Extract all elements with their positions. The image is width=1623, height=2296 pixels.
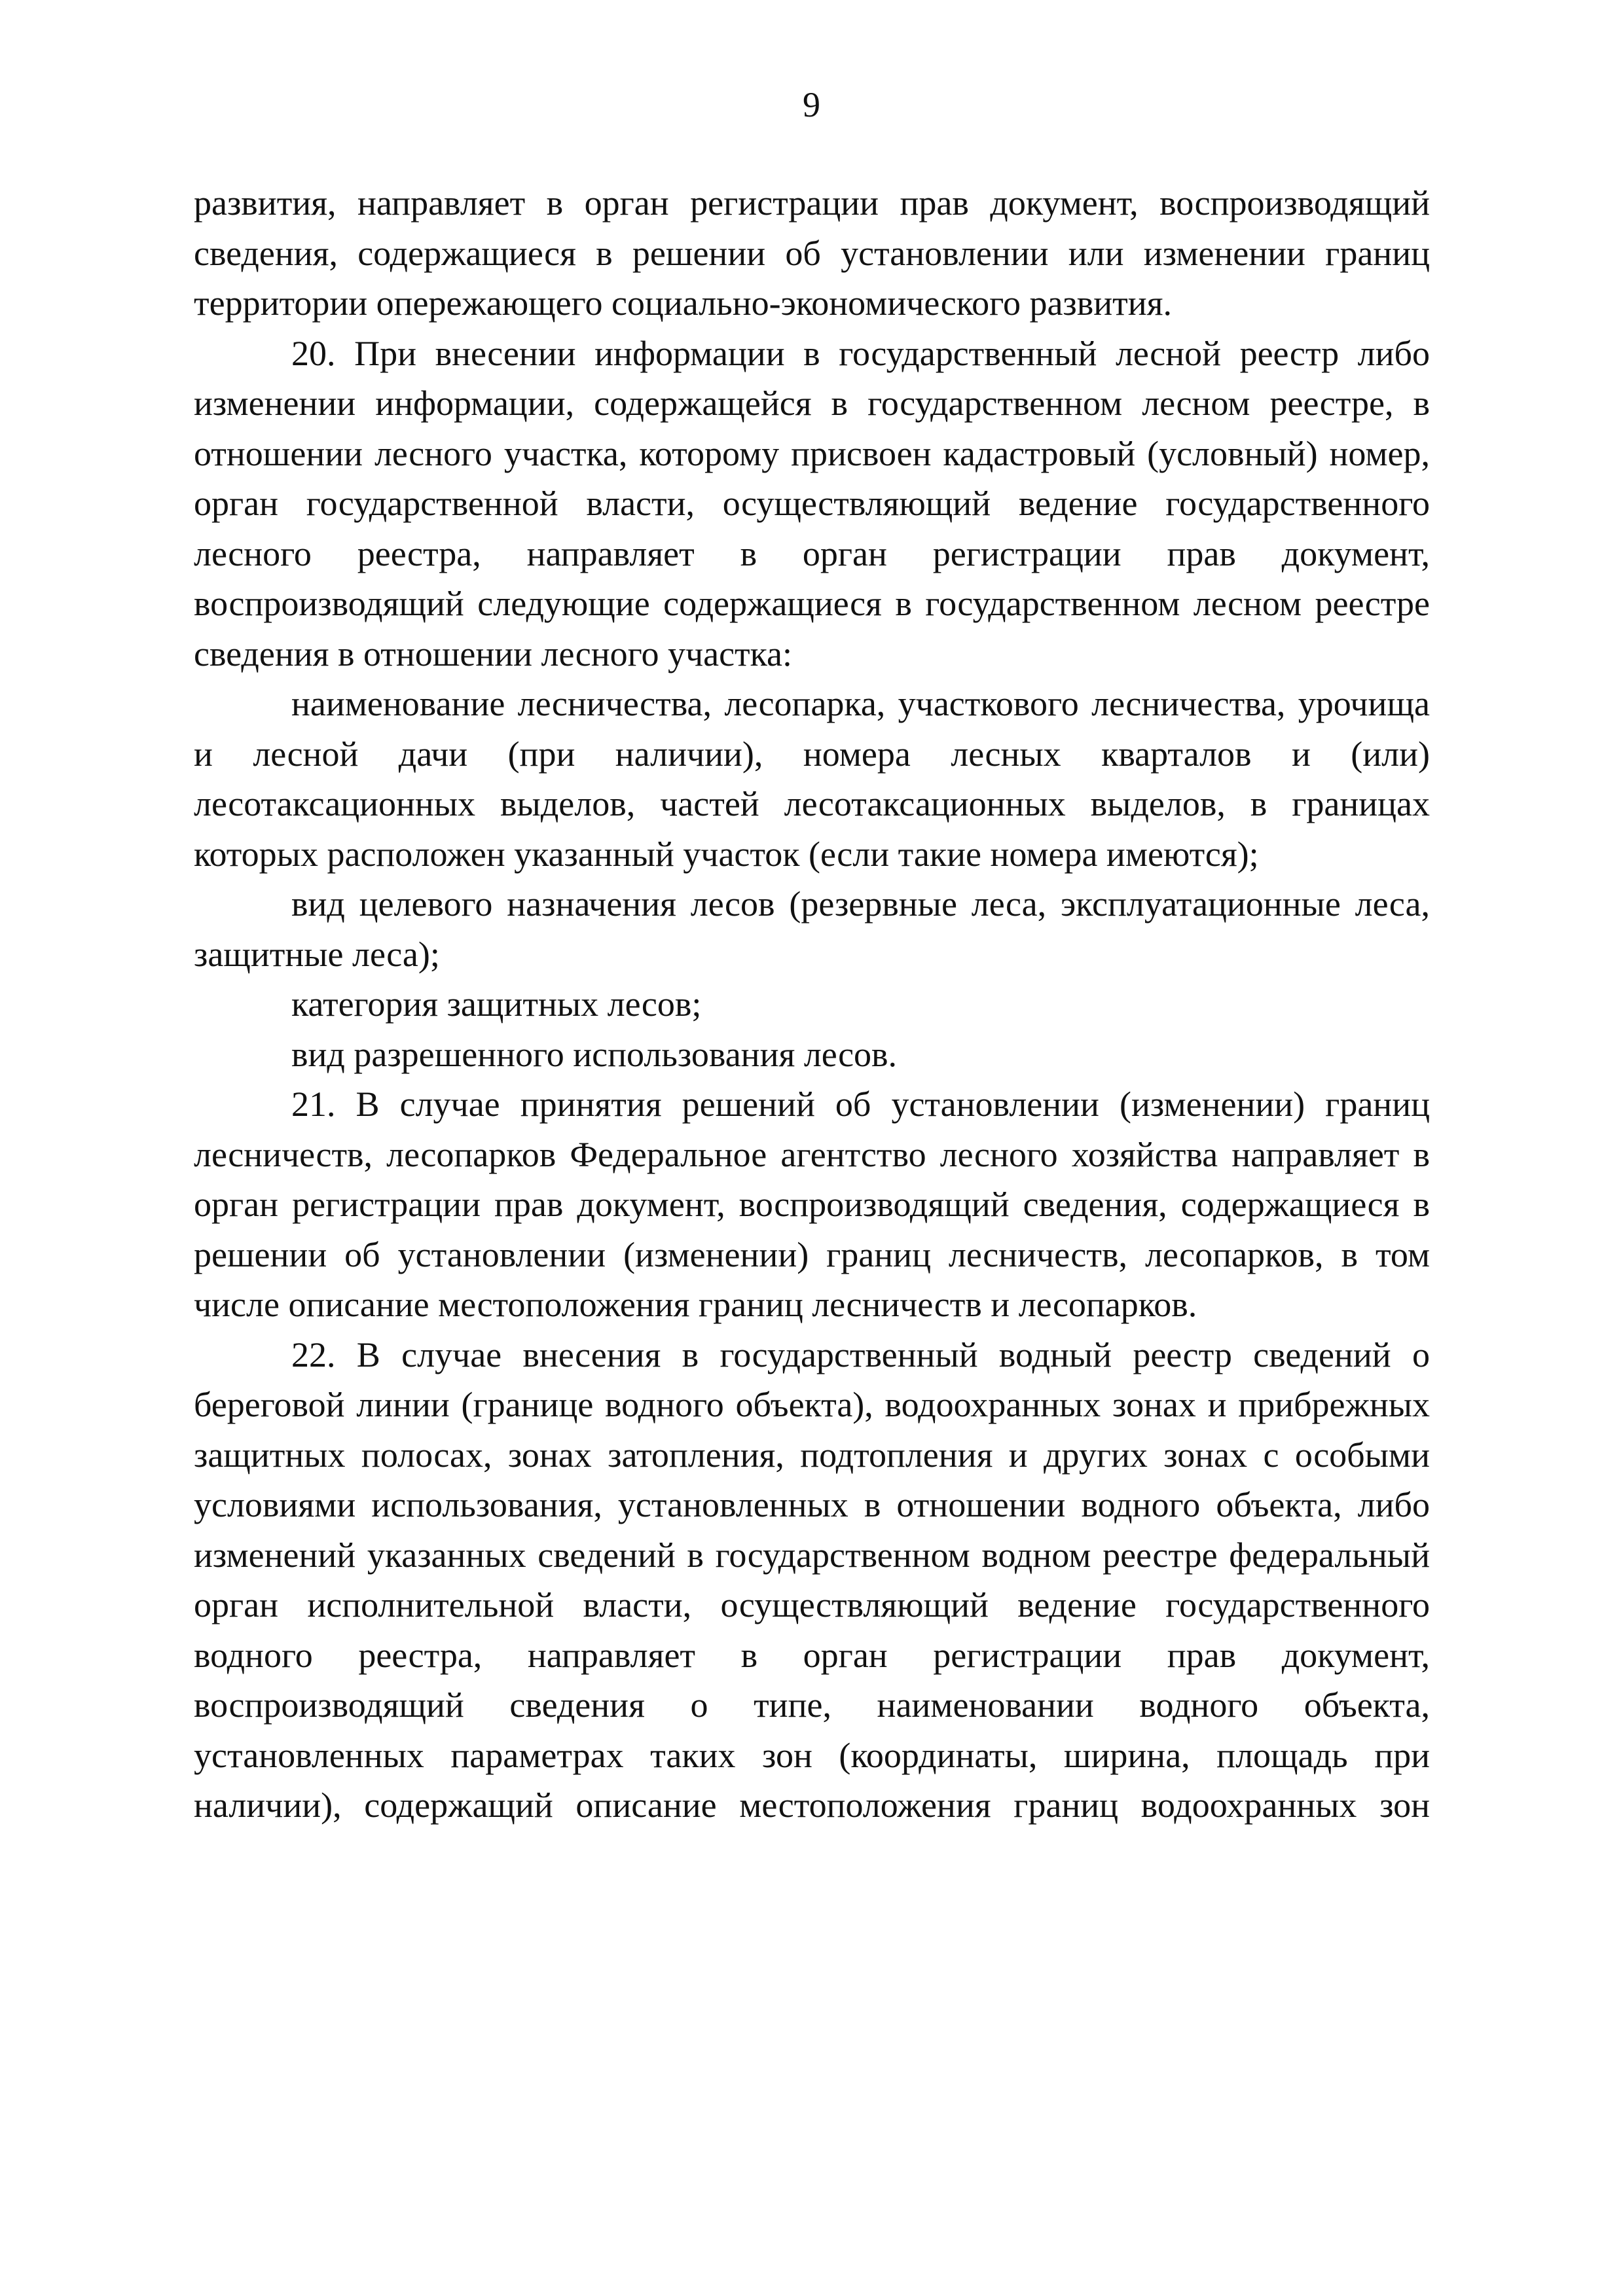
paragraph-item-21: 21. В случае принятия решений об установлении (изменении) границ лесничеств, лесопарков Федеральное агентство лесного хозяйства направляет в орган регистрации прав документ, воспроизводящий сведения, содержащиеся в решении об установлении (изменении) границ лесничеств, лесопарков, в том числе описание местоположения границ лесничеств и лесопарков. xyxy=(194,1085,1430,1324)
paragraph-continuation: развития, направляет в орган регистрации прав документ, воспроизводящий сведения, содержащиеся в решении об установлении или изменении границ территории опережающего социально-экономического развития. xyxy=(194,183,1430,323)
paragraph-forest-purpose: вид целевого назначения лесов (резервные леса, эксплуатационные леса, защитные леса); xyxy=(194,884,1430,974)
paragraph-item-20: 20. При внесении информации в государственный лесной реестр либо изменении информации, содержащейся в государственном лесном реестре, в отношении лесного участка, которому присвоен кадастровый (условный) номер, орган государственной власти, осуществляющий ведение государственного лесного реестра, направляет в орган регистрации прав документ, воспроизводящий следующие содержащиеся в государственном лесном реестре сведения в отношении лесного участка: xyxy=(194,333,1430,673)
paragraph-item-22: 22. В случае внесения в государственный водный реестр сведений о береговой линии (границе водного объекта), водоохранных зонах и прибрежных защитных полосах, зонах затопления, подтопления и других зонах с особыми условиями использования, установленных в отношении водного объекта, либо изменений указанных сведений в государственном водном реестре федеральный орган исполнительной власти, осуществляющий ведение государственного водного реестра, направляет в орган регистрации прав документ, воспроизводящий сведения о типе, наименовании водного объекта, установленных параметрах таких зон (координаты, ширина, площадь при наличии), содержащий описание местоположения границ водоохранных зон xyxy=(194,1335,1430,1825)
paragraph-forest-names: наименование лесничества, лесопарка, участкового лесничества, урочища и лесной дачи (при наличии), номера лесных кварталов и (или) лесотаксационных выделов, частей лесотаксационных выделов, в границах которых расположен указанный участок (если такие номера имеются); xyxy=(194,684,1430,874)
paragraph-permitted-use: вид разрешенного использования лесов. xyxy=(291,1034,898,1074)
page-number: 9 xyxy=(803,85,820,124)
document-body xyxy=(194,178,1430,1831)
paragraph-protective-category: категория защитных лесов; xyxy=(291,984,702,1024)
